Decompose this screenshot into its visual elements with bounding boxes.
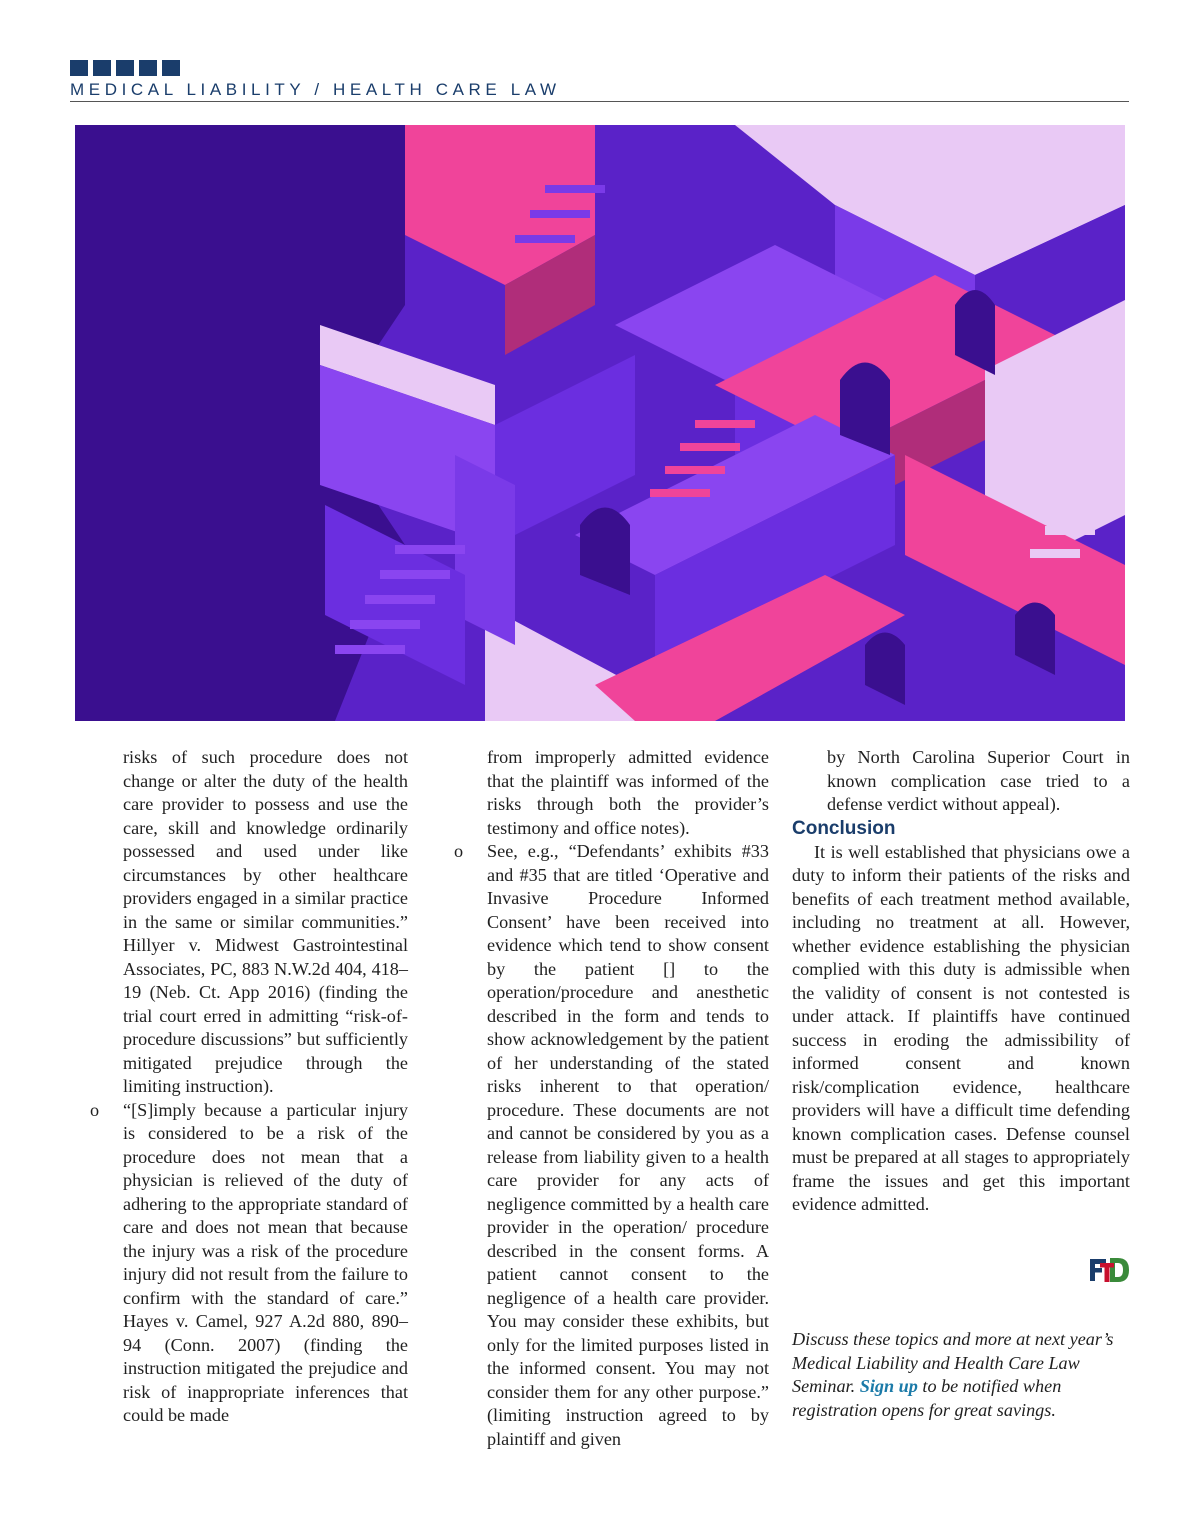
section-squares bbox=[70, 60, 180, 76]
ftd-logo-icon bbox=[1088, 1256, 1130, 1284]
col1-bullet bbox=[88, 1099, 408, 1428]
column-3 bbox=[792, 746, 1130, 1217]
column-2 bbox=[452, 746, 769, 1451]
conclusion-heading: Conclusion bbox=[792, 817, 896, 839]
square-1 bbox=[70, 60, 88, 76]
col1-continuation: risks of such procedure does not change or alter the duty of the health care provider to possess and use the care, skill and knowledge ordinarily possessed and used under like circumstances by other healthcare providers engaged in a similar practice in the same or similar communities.” Hillyer v. Midwest Gastrointestinal Associates, PC, 883 N.W.2d 404, 418–19 (Neb. Ct. App 2016) (finding the trial court erred in admitting “risk-of-procedure discussions” but sufficiently mitigated prejudice through the limiting instruction). bbox=[123, 747, 408, 1096]
hero-illustration bbox=[75, 125, 1125, 721]
square-3 bbox=[116, 60, 134, 76]
square-5 bbox=[162, 60, 180, 76]
col1-bullet-text: “[S]imply because a particular injury is considered to be a risk of the procedure does not mean that a physician is relieved of the duty of adhering to the appropriate standard of care and does not mean that because the injury was a risk of the procedure injury did not result from the failure to confirm with the standard of care.” Hayes v. Camel, 927 A.2d 880, 890–94 (Conn. 2007) (finding the instruction mitigated the prejudice and risk of inappropriate inferences that could be made bbox=[123, 1099, 408, 1425]
col2-bullet-text: See, e.g., “Defendants’ exhibits #33 and #35 that are titled ‘Operative and Invasive Procedure Informed Consent’ have been received into evidence which tend to show consent by the patient [] to the operation/procedure and anesthetic described in the form and tends to show acknowledgement by the patient of her understanding of the stated risks inherent to that operation/ procedure. These documents are not and cannot be considered by you as a release from liability given to a health care provider for any acts of negligence committed by a health care provider in the operation/ procedure described in the consent forms. A patient cannot consent to the negligence of a health care provider. You may consider these exhibits, but only for the limited purposes listed in the informed consent. You may not consider them for any other purpose.” (limiting instruction agreed to by plaintiff and given bbox=[487, 841, 769, 1449]
col3-continuation: by North Carolina Superior Court in known complication case tried to a defense verdict without appeal). bbox=[827, 747, 1130, 814]
promo-text-after: to be notified when registration opens for great savings. bbox=[792, 1376, 1062, 1420]
bullet-mark: o bbox=[454, 841, 464, 861]
bullet-mark: o bbox=[90, 1099, 100, 1120]
sign-up-link[interactable]: Sign up bbox=[859, 1376, 918, 1396]
column-1 bbox=[88, 746, 408, 1428]
col2-bullet bbox=[452, 840, 769, 1451]
section-label: MEDICAL LIABILITY / HEALTH CARE LAW bbox=[70, 80, 561, 99]
conclusion-body: It is well established that physicians owe a duty to inform their patients of the risks and benefits of each treatment method available, including no treatment at all. However, whether evidence establishing the physician complied with this duty is admissible when the validity of consent is not contested is under attack. If plaintiffs have continued success in eroding the admissibility of informed consent and known risk/complication evidence, healthcare providers will have a difficult time defending known complication cases. Defense counsel must be prepared at all stages to appropriately frame the issues and get this important evidence admitted. bbox=[792, 841, 1130, 1214]
square-4 bbox=[139, 60, 157, 76]
isometric-staircase-maze-illustration-icon bbox=[75, 125, 1125, 721]
col2-continuation: from improperly admitted evidence that the plaintiff was informed of the risks through both the provider’s testimony and office notes). bbox=[487, 747, 769, 838]
seminar-promo bbox=[792, 1328, 1130, 1422]
promo-text-before: Discuss these topics and more at next year’s Medical Liability and Health Care Law Seminar. bbox=[792, 1329, 1114, 1396]
square-2 bbox=[93, 60, 111, 76]
section-rule bbox=[70, 101, 1129, 102]
